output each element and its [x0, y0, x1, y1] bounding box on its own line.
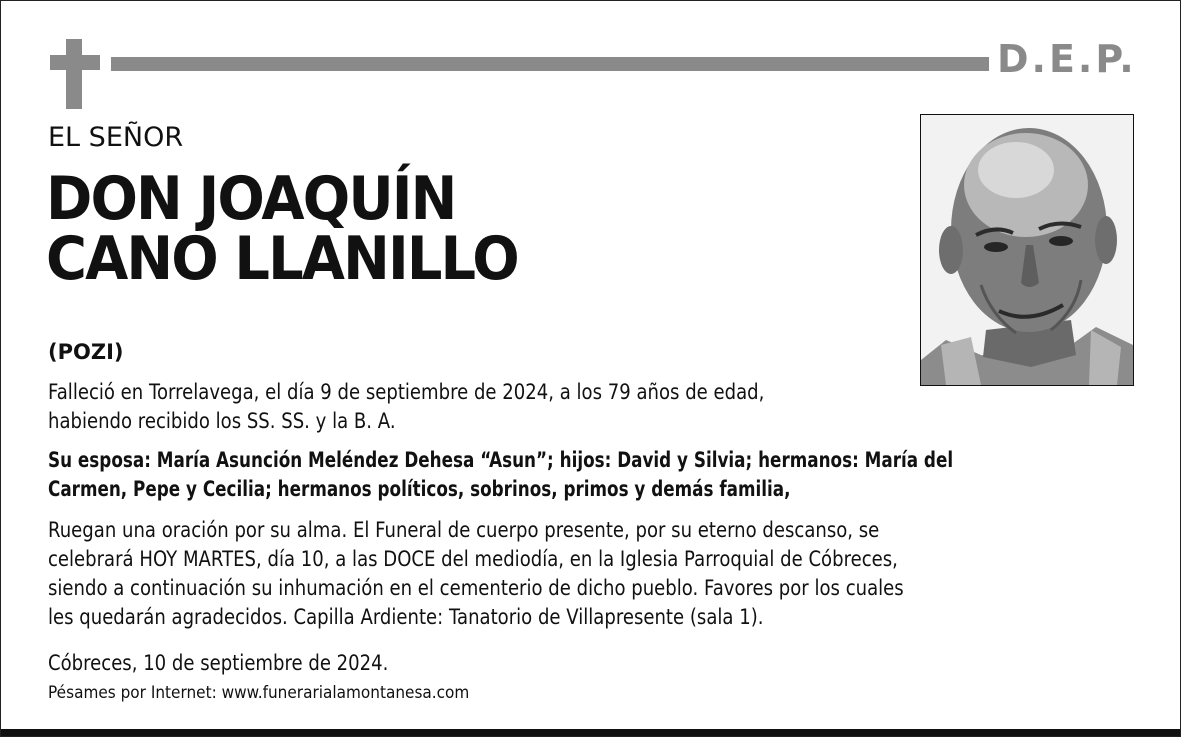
header-rule	[111, 57, 989, 71]
family-paragraph	[48, 446, 988, 504]
funeral-line-2: celebrará HOY MARTES, día 10, a las DOCE del mediodía, en la Iglesia Parroquial de Cóbreces,	[48, 547, 898, 571]
death-line-1: Falleció en Torrelavega, el día 9 de septiembre de 2024, a los 79 años de edad,	[48, 380, 765, 404]
dep-label: D.E.P.	[997, 37, 1137, 81]
portrait-photo	[920, 114, 1134, 386]
place-date: Cóbreces, 10 de septiembre de 2024.	[48, 651, 389, 675]
name-line-2: CANO LLANILLO	[46, 224, 518, 294]
deceased-name	[46, 164, 518, 294]
funeral-line-4: les quedarán agradecidos. Capilla Ardiente: Tanatorio de Villapresente (sala 1).	[48, 605, 764, 629]
funeral-line-1: Ruegan una oración por su alma. El Funeral de cuerpo presente, por su eterno descanso, se	[48, 518, 880, 542]
alias: (POZI)	[48, 340, 124, 364]
cross-icon-horizontal	[50, 55, 100, 70]
internet-condolences: Pésames por Internet: www.funerarialamontanesa.com	[48, 683, 470, 703]
funeral-paragraph	[48, 516, 1080, 632]
death-paragraph	[48, 378, 917, 436]
family-line-1: Su esposa: María Asunción Meléndez Dehesa “Asun”; hijos: David y Silvia; hermanos: María del	[48, 448, 954, 472]
family-line-2: Carmen, Pepe y Cecilia; hermanos políticos, sobrinos, primos y demás familia,	[48, 477, 791, 501]
name-line-1: DON JOAQUÍN	[46, 164, 456, 234]
funeral-line-3: siendo a continuación su inhumación en el cementerio de dicho pueblo. Favores por los cuales	[48, 576, 904, 600]
cross-icon-vertical	[66, 39, 82, 109]
title-prefix: EL SEÑOR	[48, 122, 184, 153]
bottom-rule	[1, 729, 1180, 736]
death-line-2: habiendo recibido los SS. SS. y la B. A.	[48, 409, 396, 433]
